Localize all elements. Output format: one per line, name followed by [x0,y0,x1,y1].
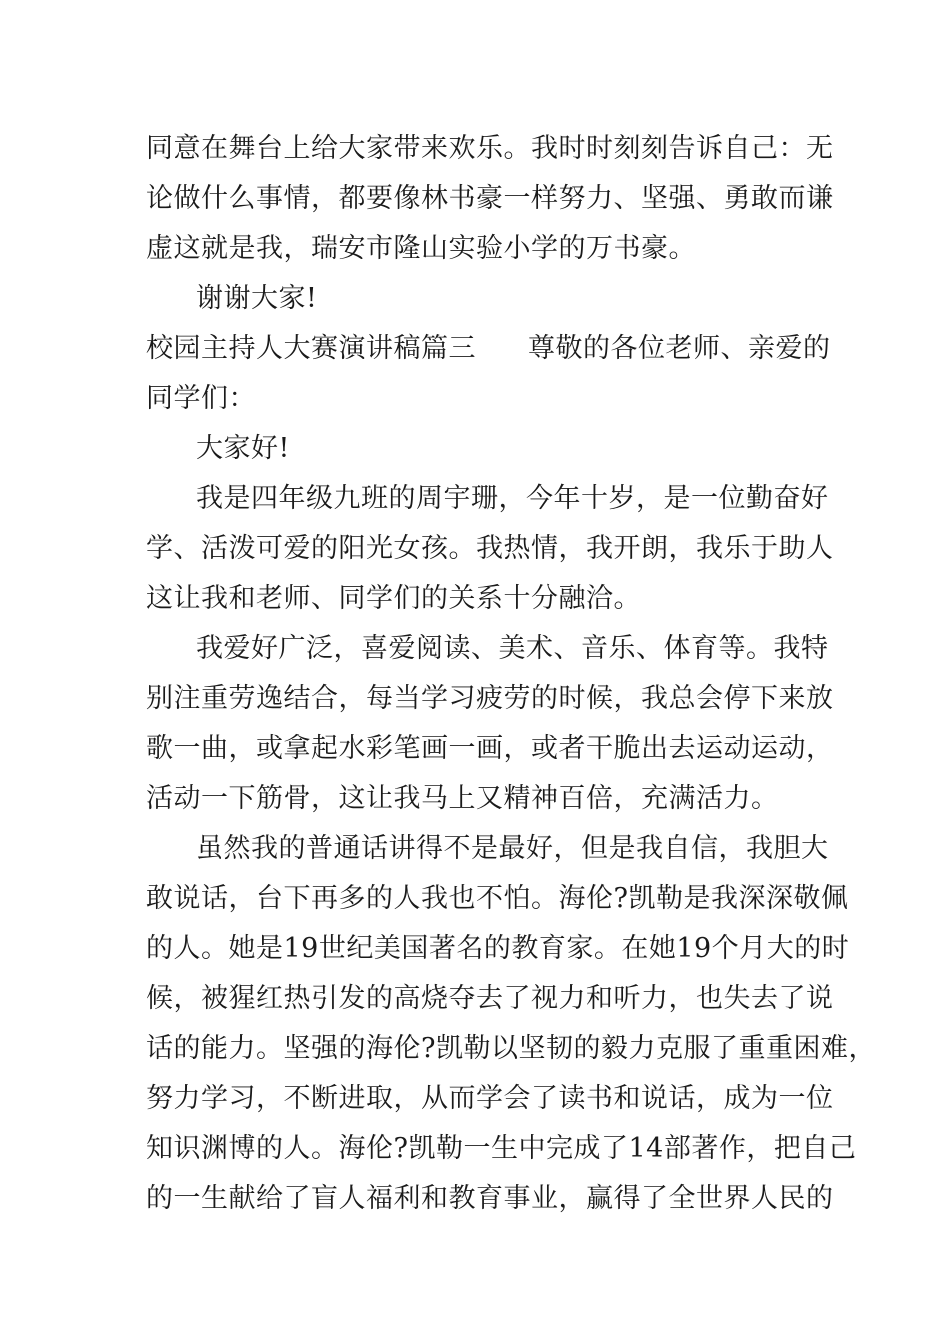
text-line: 我是四年级九班的周宇珊，今年十岁，是一位勤奋好 [196,483,829,514]
text-line: 话的能力。坚强的海伦?凯勒以坚韧的毅力克服了重重困难， [146,1033,876,1064]
section-title: 校园主持人大赛演讲稿篇三 [146,333,476,364]
text-line: 这让我和老师、同学们的关系十分融洽。 [146,583,641,614]
text-line: 同学们： [146,383,256,414]
text-line: 知识渊博的人。海伦?凯勒一生中完成了14部著作，把自己 [146,1133,857,1164]
text-line: 的人。她是19世纪美国著名的教育家。在她19个月大的时 [146,933,850,964]
text-line: 候，被猩红热引发的高烧夺去了视力和听力，也失去了说 [146,983,834,1014]
text-line: 同意在舞台上给大家带来欢乐。我时时刻刻告诉自己：无 [146,133,834,164]
text-line: 别注重劳逸结合，每当学习疲劳的时候，我总会停下来放 [146,683,834,714]
salutation: 尊敬的各位老师、亲爱的 [528,333,831,364]
text-line: 的一生献给了盲人福利和教育事业，赢得了全世界人民的 [146,1183,834,1214]
text-line: 虚这就是我，瑞安市隆山实验小学的万书豪。 [146,233,696,264]
text-line: 活动一下筋骨，这让我马上又精神百倍，充满活力。 [146,783,779,814]
text-line: 谢谢大家! [196,283,318,314]
text-line: 大家好! [196,433,290,464]
text-line: 虽然我的普通话讲得不是最好，但是我自信，我胆大 [196,833,829,864]
text-line: 论做什么事情，都要像林书豪一样努力、坚强、勇敢而谦 [146,183,834,214]
section-heading-line [146,324,831,374]
text-line: 歌一曲，或拿起水彩笔画一画，或者干脆出去运动运动， [146,733,834,764]
text-line: 我爱好广泛，喜爱阅读、美术、音乐、体育等。我特 [196,633,829,664]
text-line: 学、活泼可爱的阳光女孩。我热情，我开朗，我乐于助人 [146,533,834,564]
text-line: 努力学习，不断进取，从而学会了读书和说话，成为一位 [146,1083,834,1114]
text-line: 敢说话，台下再多的人我也不怕。海伦?凯勒是我深深敬佩 [146,883,849,914]
